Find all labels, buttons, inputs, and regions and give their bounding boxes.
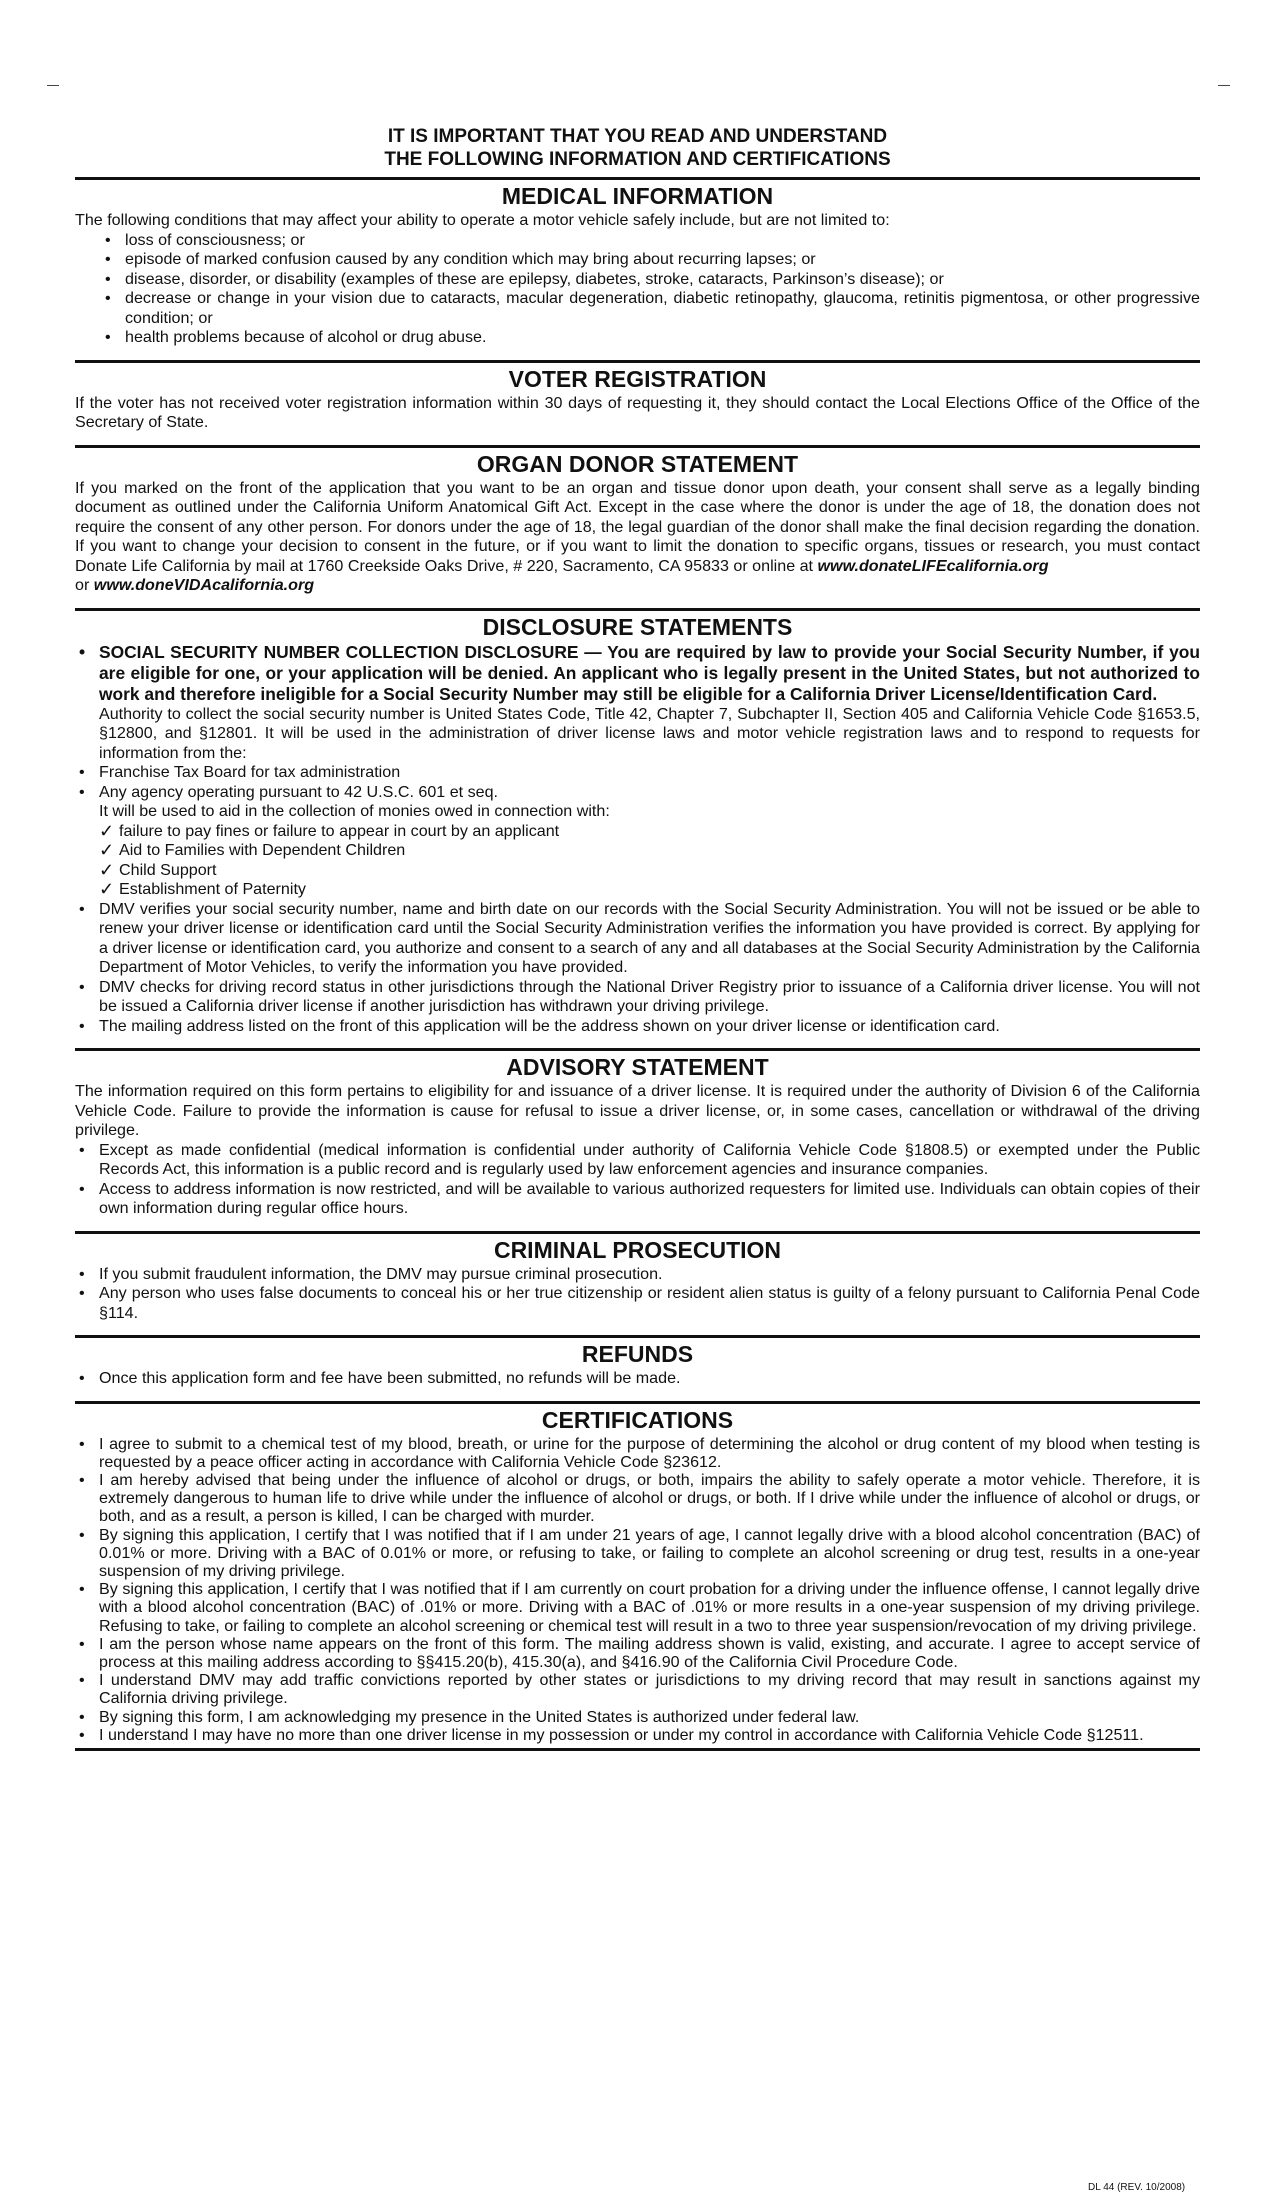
voter-registration-text: If the voter has not received voter registration information within 30 days of requesting it, they should contact the Local Elections Office of the Office of the Secretary of State. [75, 393, 1200, 431]
list-item: • decrease or change in your vision due to cataracts, macular degeneration, diabetic retinopathy, glaucoma, retinitis pigmentosa, or other progressive condition; or [75, 289, 1200, 328]
organ-donor-text [75, 479, 1200, 596]
list-item: • Except as made confidential (medical information is confidential under authority of California Vehicle Code §1808.5) or exempted under the Public Records Act, this information is a public record and is regularly used by law enforcement agencies and insurance companies. [75, 1141, 1200, 1180]
organ-donor-section [75, 445, 1200, 596]
list-item: • I am hereby advised that being under the influence of alcohol or drugs, or both, impairs the ability to safely operate a motor vehicle. Therefore, it is extremely dangerous to human life to drive while under the influence of alcohol or drugs, or both. If I drive while under the influence of alcohol or drugs, or both, and as a result, a person is killed, I can be charged with murder. [75, 1471, 1200, 1526]
ssn-disclosure: • SOCIAL SECURITY NUMBER COLLECTION DISCLOSURE — You are required by law to provide your Social Security Number, if you are eligible for one, or your application will be denied. An applicant who is legally present in the United States, but not authorized to work and therefore ineligible for a Social Security Number may still be eligible for a California Driver License/Identification Card. [75, 642, 1200, 705]
disclosure-list [75, 642, 1200, 1037]
list-item: • If you submit fraudulent information, the DMV may pursue criminal prosecution. [75, 1265, 1200, 1285]
list-item: • I understand I may have no more than one driver license in my possession or under my control in accordance with California Vehicle Code §12511. [75, 1726, 1200, 1744]
list-item: • I agree to submit to a chemical test of my blood, breath, or urine for the purpose of determining the alcohol or drug content of my blood when testing is requested by a peace officer acting in accordance with California Vehicle Code §23612. [75, 1435, 1200, 1471]
medical-conditions-list [75, 231, 1200, 348]
advisory-text: The information required on this form pertains to eligibility for and issuance of a driver license. It is required under the authority of Division 6 of the California Vehicle Code. Failure to provide the information is cause for refusal to issue a driver license, or, in some cases, cancellation or withdrawal of the driving privilege. [75, 1082, 1200, 1139]
list-item: • episode of marked confusion caused by any condition which may bring about recurring lapses; or [75, 250, 1200, 270]
medical-information-section [75, 177, 1200, 348]
check-item: ✓ Aid to Families with Dependent Children [75, 841, 1200, 861]
criminal-prosecution-section [75, 1231, 1200, 1324]
page-title [75, 125, 1200, 171]
refunds-section [75, 1335, 1200, 1389]
criminal-list [75, 1265, 1200, 1324]
certifications-list [75, 1435, 1200, 1744]
donate-life-link[interactable]: www.donateLIFEcalifornia.org [817, 556, 1049, 575]
medical-information-heading: MEDICAL INFORMATION [501, 183, 774, 209]
list-item: • I understand DMV may add traffic convictions reported by other states or jurisdictions to my driving record that may result in sanctions against my California driving privilege. [75, 1671, 1200, 1707]
list-item: • Franchise Tax Board for tax administration [75, 763, 1200, 783]
list-item: • By signing this application, I certify that I was notified that if I am under 21 years of age, I cannot legally drive with a blood alcohol concentration (BAC) of 0.01% or more. Driving with a BAC of 0.01% or more, or refusing to take, or failing to complete an alcohol screening or drug test, results in a one-year suspension of my driving privilege. [75, 1526, 1200, 1581]
criminal-prosecution-heading: CRIMINAL PROSECUTION [493, 1236, 782, 1263]
form-number: DL 44 (REV. 10/2008) [1088, 2182, 1186, 2193]
list-item: • Any agency operating pursuant to 42 U.S.C. 601 et seq. [75, 783, 1200, 803]
organ-donor-heading: ORGAN DONOR STATEMENT [476, 450, 799, 477]
crop-mark-right [1218, 85, 1230, 86]
list-item: • Once this application form and fee have been submitted, no refunds will be made. [75, 1369, 1200, 1389]
done-vida-link[interactable]: www.doneVIDAcalifornia.org [93, 576, 315, 594]
medical-intro: The following conditions that may affect your ability to operate a motor vehicle safely include, but are not limited to: [75, 211, 890, 229]
list-item: • The mailing address listed on the front of this application will be the address shown on your driver license or identification card. [75, 1017, 1200, 1037]
certifications-section [75, 1401, 1200, 1751]
list-item: • health problems because of alcohol or drug abuse. [75, 328, 1200, 348]
list-item: • disease, disorder, or disability (examples of these are epilepsy, diabetes, stroke, cataracts, Parkinson’s disease); or [75, 270, 1200, 290]
disclosure-statements-heading: DISCLOSURE STATEMENTS [482, 613, 793, 640]
ssn-authority: Authority to collect the social security number is United States Code, Title 42, Chapter 7, Subchapter II, Section 405 and California Vehicle Code §1653.5, §12800, and §12801. It will be used in the administration of driver license laws and motor vehicle registration laws and to respond to requests for information from the: [99, 704, 1200, 762]
check-item: ✓ failure to pay fines or failure to appear in court by an applicant [75, 822, 1200, 842]
voter-registration-section [75, 360, 1200, 433]
list-item: • DMV checks for driving record status in other jurisdictions through the National Driver Registry prior to issuance of a California driver license. You will not be issued a California driver license if another jurisdiction has withdrawn your driving privilege. [75, 978, 1200, 1017]
advisory-statement-section [75, 1048, 1200, 1219]
list-item: • By signing this form, I am acknowledging my presence in the United States is authorized under federal law. [75, 1708, 1200, 1726]
page-title-line-1: IT IS IMPORTANT THAT YOU READ AND UNDERSTAND [387, 126, 888, 147]
form-page [75, 125, 1200, 1751]
list-item: • DMV verifies your social security number, name and birth date on our records with the Social Security Administration. You will not be issued or be able to renew your driver license or identification card until the Social Security Administration verifies the information you have provided is correct. By applying for a driver license or identification card, you authorize and consent to a search of any and all databases at the Social Security Administration by the California Department of Motor Vehicles, to verify the information you have provided. [75, 900, 1200, 978]
crop-mark-left [47, 85, 59, 86]
refunds-list [75, 1369, 1200, 1389]
check-item: ✓ Establishment of Paternity [75, 880, 1200, 900]
advisory-list [75, 1141, 1200, 1219]
organ-donor-body: If you marked on the front of the application that you want to be an organ and tissue donor upon death, your consent shall serve as a legally binding document as outlined under the California Uniform Anatomical Gift Act. Except in the case where the donor is under the age of 18, the donation does not require the consent of any other person. For donors under the age of 18, the legal guardian of the donor shall make the final decision regarding the donation. If you want to change your decision to consent in the future, or if you want to limit the donation to specific organs, tissues or research, you must contact Donate Life California by mail at 1760 Creekside Oaks Drive, # 220, Sacramento, CA 95833 or online at [75, 478, 1200, 575]
disclosure-statements-section [75, 608, 1200, 1037]
organ-or-text: or [75, 576, 90, 594]
end-divider [75, 1748, 1200, 1751]
check-item: ✓ Child Support [75, 861, 1200, 881]
aid-intro: It will be used to aid in the collection of monies owed in connection with: [99, 802, 610, 820]
voter-registration-heading: VOTER REGISTRATION [508, 365, 767, 392]
certifications-heading: CERTIFICATIONS [541, 1406, 734, 1433]
list-item: • By signing this application, I certify that I was notified that if I am currently on court probation for a driving under the influence offense, I cannot legally drive with a blood alcohol concentration (BAC) of .01% or more. Driving with a BAC of .01% or more results in a one-year suspension of my driving privilege. Refusing to take, or failing to complete an alcohol screening or chemical test will result in a two to three year suspension/revocation of my driving privilege. [75, 1580, 1200, 1635]
advisory-statement-heading: ADVISORY STATEMENT [506, 1054, 769, 1080]
refunds-heading: REFUNDS [581, 1341, 694, 1367]
page-title-line-2: THE FOLLOWING INFORMATION AND CERTIFICATIONS [384, 149, 891, 170]
list-item: • Access to address information is now restricted, and will be available to various authorized requesters for limited use. Individuals can obtain copies of their own information during regular office hours. [75, 1180, 1200, 1219]
list-item: • I am the person whose name appears on the front of this form. The mailing address shown is valid, existing, and accurate. I agree to accept service of process at this mailing address according to §§415.20(b), 415.30(a), and §416.90 of the California Civil Procedure Code. [75, 1635, 1200, 1671]
list-item: • Any person who uses false documents to conceal his or her true citizenship or resident alien status is guilty of a felony pursuant to California Penal Code §114. [75, 1284, 1200, 1323]
list-item: • loss of consciousness; or [75, 231, 1200, 251]
